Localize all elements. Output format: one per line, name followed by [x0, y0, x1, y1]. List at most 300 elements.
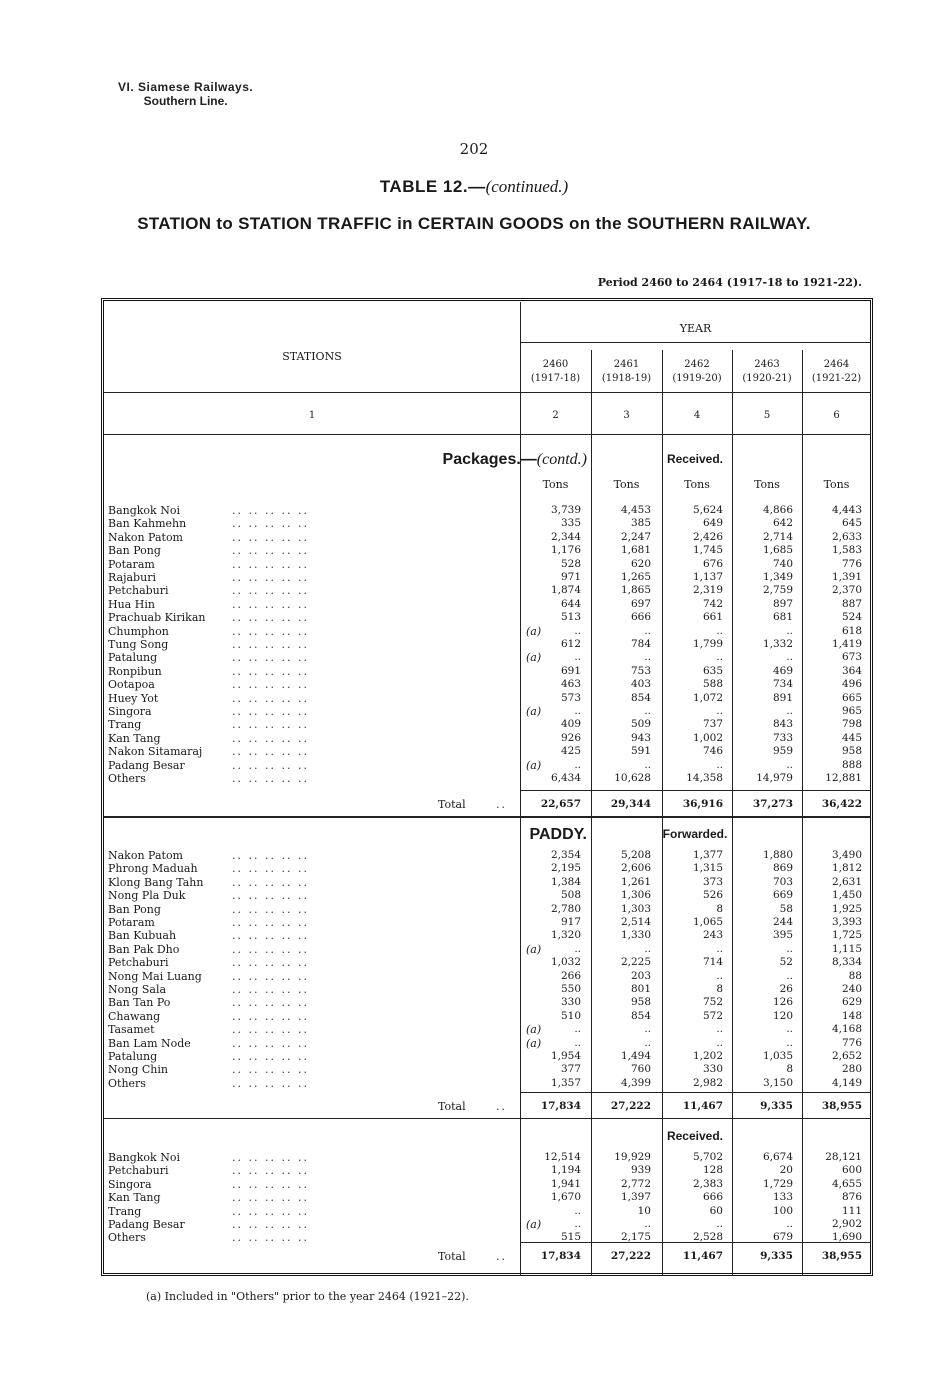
station-name: Nakon Patom	[108, 530, 183, 544]
section-subheading: Received.	[666, 1129, 724, 1143]
year-ad-label: (1920-21)	[742, 373, 792, 384]
total-rule	[520, 1242, 871, 1243]
data-cell: 1,685	[762, 544, 793, 557]
data-cell: ..	[786, 758, 793, 771]
data-cell: 1,880	[762, 849, 793, 861]
data-cell: ..	[644, 705, 651, 717]
total-cell: 38,955	[821, 1100, 862, 1112]
data-cell: 425	[560, 745, 581, 758]
data-cell: 714	[702, 956, 723, 969]
data-cell: 2,426	[692, 530, 723, 543]
data-cell: 573	[560, 691, 581, 704]
data-cell: ..	[786, 624, 793, 637]
data-cell: 3,739	[550, 504, 581, 516]
data-cell: 1,072	[692, 691, 723, 704]
data-cell: 377	[560, 1063, 581, 1076]
data-cell: 1,450	[831, 889, 862, 902]
station-name: Nong Chin	[108, 1063, 168, 1077]
footnote-marker: (a)	[526, 624, 542, 638]
data-cell: 6,674	[762, 1151, 793, 1163]
station-name: Petchaburi	[108, 584, 169, 598]
data-cell: 52	[779, 956, 793, 969]
station-name: Huey Yot	[108, 691, 159, 705]
leader-dots: .. .. .. .. ..	[232, 624, 309, 638]
data-cell: 1,384	[550, 875, 581, 888]
data-cell: ..	[644, 1023, 651, 1036]
total-cell: 27,222	[610, 1100, 651, 1112]
data-cell: 1,725	[831, 929, 862, 942]
data-cell: 897	[772, 597, 793, 610]
data-cell: ..	[644, 624, 651, 637]
data-cell: ..	[786, 705, 793, 717]
data-cell: ..	[716, 758, 723, 771]
data-cell: ..	[786, 1023, 793, 1036]
leader-dots: .. .. .. .. ..	[232, 862, 309, 876]
leader-dots: .. .. .. .. ..	[232, 664, 309, 678]
data-cell: 5,624	[692, 504, 723, 516]
station-name: Singora	[108, 705, 152, 718]
unit-label: Tons	[754, 478, 780, 491]
data-cell: ..	[574, 942, 581, 955]
data-cell: 126	[772, 996, 793, 1009]
leader-dots: .. .. .. .. ..	[232, 638, 309, 651]
station-name: Patalung	[108, 1050, 158, 1063]
total-cell: 29,344	[610, 798, 651, 810]
data-cell: 958	[841, 745, 862, 758]
unit-label: Tons	[823, 478, 850, 491]
data-cell: 1,032	[550, 956, 581, 969]
data-cell: 2,982	[692, 1076, 723, 1089]
station-name: Patalung	[108, 651, 158, 665]
data-cell: 4,443	[831, 504, 862, 516]
data-cell: 600	[841, 1164, 862, 1177]
data-cell: 526	[702, 889, 723, 902]
data-cell: 958	[630, 996, 651, 1009]
data-cell: 645	[841, 517, 862, 530]
data-cell: 100	[772, 1204, 793, 1217]
data-cell: 888	[841, 758, 862, 771]
data-cell: 509	[630, 718, 651, 731]
column-number: 1	[308, 410, 316, 421]
data-cell: 2,772	[620, 1177, 651, 1190]
data-cell: 445	[841, 731, 862, 744]
data-cell: 10	[637, 1204, 651, 1217]
data-cell: 2,714	[762, 530, 793, 543]
total-rule	[520, 1092, 871, 1093]
station-name: Trang	[108, 718, 142, 732]
data-cell: ..	[786, 969, 793, 982]
station-name: Klong Bang Tahn	[108, 875, 204, 889]
data-cell: 1,391	[831, 571, 862, 583]
total-cell: 27,222	[610, 1250, 651, 1262]
leader-dots: .. .. .. .. ..	[232, 902, 309, 916]
period-caption: Period 2460 to 2464 (1917-18 to 1921-22).	[597, 276, 862, 289]
data-cell: 801	[630, 983, 651, 995]
footnote-marker: (a)	[526, 1023, 542, 1037]
data-cell: 939	[630, 1164, 651, 1177]
data-cell: 463	[560, 678, 581, 691]
data-cell: 1,265	[620, 571, 651, 583]
year-label: 2460	[542, 359, 569, 370]
data-cell: ..	[786, 651, 793, 664]
leader-dots: .. .. .. .. ..	[232, 1151, 309, 1164]
station-name: Nong Sala	[108, 983, 167, 996]
data-cell: 679	[772, 1231, 793, 1244]
header-tag	[118, 80, 253, 108]
total-cell: 9,335	[760, 1250, 793, 1262]
data-cell: 1,303	[620, 902, 651, 915]
data-cell: 776	[841, 1036, 862, 1049]
station-name: Tasamet	[108, 1023, 155, 1037]
data-cell: 403	[630, 678, 651, 691]
data-cell: 1,330	[620, 929, 651, 942]
data-cell: 3,490	[831, 849, 862, 861]
data-cell: 1,115	[831, 942, 862, 955]
data-cell: 965	[841, 705, 862, 717]
data-cell: 2,902	[831, 1218, 862, 1230]
leader-dots: .. .. .. .. ..	[232, 745, 309, 759]
data-cell: 409	[560, 718, 581, 731]
data-cell: 760	[630, 1063, 651, 1076]
data-cell: 2,631	[831, 875, 862, 888]
station-name: Nakon Sitamaraj	[108, 745, 203, 759]
station-name: Chumphon	[108, 624, 169, 638]
data-cell: 373	[702, 875, 723, 888]
station-name: Ronpibun	[108, 664, 162, 678]
leader-dots: .. .. .. .. ..	[232, 969, 309, 983]
leader-dots: .. .. .. .. ..	[232, 849, 309, 862]
data-cell: ..	[574, 624, 581, 637]
data-cell: 2,344	[550, 530, 581, 543]
table-title	[0, 177, 948, 197]
data-cell: 2,370	[831, 584, 862, 597]
section-rule	[104, 1118, 871, 1119]
leader-dots: .. .. .. .. ..	[232, 530, 309, 544]
leader-dots: .. .. .. .. ..	[232, 584, 309, 598]
data-cell: 1,315	[692, 862, 723, 875]
data-cell: 3,150	[762, 1076, 793, 1089]
data-cell: 330	[560, 996, 581, 1009]
leader-dots: .. .. .. .. ..	[232, 1023, 309, 1037]
data-cell: 887	[841, 597, 862, 610]
data-cell: 843	[772, 718, 793, 731]
station-name: Ban Lam Node	[108, 1036, 191, 1050]
data-cell: 2,383	[692, 1177, 723, 1190]
footnote: (a) Included in "Others" prior to the year 2464 (1921–22).	[146, 1290, 469, 1303]
footnote-marker: (a)	[526, 942, 542, 956]
data-cell: 203	[630, 969, 651, 982]
leader-dots: .. .. .. .. ..	[232, 1204, 309, 1218]
data-cell: 752	[702, 996, 723, 1009]
total-rule	[520, 790, 871, 791]
section-heading-text: Packages.—	[442, 451, 537, 468]
leader-dots: .. .. .. .. ..	[232, 758, 309, 772]
column-number: 3	[623, 410, 630, 421]
data-cell: 2,247	[620, 530, 651, 543]
data-cell: ..	[716, 624, 723, 637]
data-cell: 3,393	[831, 916, 862, 928]
data-cell: 4,655	[831, 1177, 862, 1190]
leader-dots: .. .. .. .. ..	[232, 1231, 309, 1245]
total-label: Total	[438, 798, 466, 811]
header-rule	[104, 392, 871, 393]
data-cell: 926	[560, 731, 581, 744]
total-dots: ..	[496, 798, 507, 811]
leader-dots: .. .. .. .. ..	[232, 1050, 309, 1063]
year-ad-label: (1918-19)	[601, 373, 652, 384]
column-number: 6	[833, 410, 840, 421]
leader-dots: .. .. .. .. ..	[232, 517, 309, 531]
data-cell: 1,954	[550, 1050, 581, 1062]
data-cell: 1,729	[762, 1177, 793, 1190]
year-ad-label: (1917-18)	[530, 373, 581, 384]
stations-column-rule	[520, 302, 521, 1276]
total-dots: ..	[496, 1250, 507, 1263]
total-cell: 36,916	[682, 798, 723, 810]
data-cell: ..	[786, 1218, 793, 1230]
header-tag-line1: VI. Siamese Railways.	[118, 80, 254, 94]
data-cell: 1,681	[620, 544, 651, 557]
footnote-marker: (a)	[526, 1218, 542, 1231]
station-name: Nong Mai Luang	[108, 969, 202, 983]
data-cell: 2,195	[550, 862, 581, 875]
total-label: Total	[438, 1100, 466, 1113]
data-cell: 2,514	[620, 916, 651, 928]
data-cell: 1,865	[620, 584, 651, 597]
data-cell: ..	[716, 969, 723, 982]
leader-dots: .. .. .. .. ..	[232, 611, 309, 625]
data-cell: 635	[702, 664, 723, 677]
leader-dots: .. .. .. .. ..	[232, 718, 309, 732]
column-number: 5	[763, 410, 771, 421]
data-cell: 1,035	[762, 1050, 793, 1062]
leader-dots: .. .. .. .. ..	[232, 544, 309, 558]
data-cell: 5,208	[620, 849, 651, 861]
data-cell: 1,745	[692, 544, 723, 557]
leader-dots: .. .. .. .. ..	[232, 1036, 309, 1050]
total-cell: 11,467	[682, 1100, 723, 1112]
leader-dots: .. .. .. .. ..	[232, 996, 309, 1010]
data-cell: 508	[560, 889, 581, 902]
data-cell: 737	[702, 718, 723, 731]
data-cell: 2,225	[620, 956, 651, 969]
data-cell: 854	[630, 1009, 651, 1022]
data-cell: 733	[772, 731, 793, 744]
data-cell: 2,633	[831, 530, 862, 543]
data-cell: 740	[772, 557, 793, 570]
year-label: 2464	[823, 359, 850, 370]
data-cell: 2,528	[692, 1231, 723, 1244]
data-cell: 798	[841, 718, 862, 731]
total-cell: 17,834	[540, 1100, 581, 1112]
data-cell: 1,320	[550, 929, 581, 942]
data-cell: 364	[841, 664, 862, 677]
data-cell: 395	[772, 929, 793, 942]
data-cell: 528	[560, 557, 581, 570]
column-number: 4	[693, 410, 701, 421]
header-tag-line2: Southern Line.	[143, 94, 228, 108]
leader-dots: .. .. .. .. ..	[232, 942, 309, 956]
data-cell: 1,261	[620, 875, 651, 888]
section-subheading: Received.	[666, 452, 724, 466]
data-cell: 642	[772, 517, 793, 530]
data-cell: 753	[630, 664, 651, 677]
leader-dots: .. .. .. .. ..	[232, 929, 309, 943]
station-name: Nakon Patom	[108, 849, 183, 862]
data-cell: ..	[644, 942, 651, 955]
data-cell: 524	[841, 611, 862, 624]
data-cell: 1,377	[692, 849, 723, 861]
year-label: 2463	[754, 359, 780, 370]
leader-dots: .. .. .. .. ..	[232, 772, 309, 785]
data-cell: ..	[644, 1036, 651, 1049]
data-cell: ..	[574, 1204, 581, 1217]
station-name: Ban Pak Dho	[108, 942, 180, 956]
data-cell: 1,349	[762, 571, 793, 583]
data-cell: 244	[772, 916, 793, 928]
station-name: Nong Pla Duk	[108, 889, 186, 903]
data-cell: ..	[574, 705, 581, 717]
total-cell: 38,955	[821, 1250, 862, 1262]
data-cell: 665	[841, 691, 862, 704]
data-cell: 629	[841, 996, 862, 1009]
table-title-label: TABLE 12.—	[379, 177, 486, 196]
data-cell: ..	[574, 758, 581, 771]
section-rule	[104, 816, 871, 818]
data-cell: 111	[841, 1204, 862, 1217]
leader-dots: .. .. .. .. ..	[232, 504, 309, 517]
data-cell: 666	[702, 1191, 723, 1204]
data-cell: 620	[630, 557, 651, 570]
section-heading-note: (contd.)	[536, 451, 587, 468]
data-cell: ..	[716, 1036, 723, 1049]
leader-dots: .. .. .. .. ..	[232, 1177, 309, 1191]
data-cell: ..	[786, 1036, 793, 1049]
data-cell: 1,494	[620, 1050, 651, 1062]
section-heading-text: PADDY.	[529, 826, 587, 843]
main-title: STATION to STATION TRAFFIC in CERTAIN GOODS on the SOUTHERN RAILWAY.	[137, 214, 811, 233]
data-cell: 612	[560, 638, 581, 650]
data-cell: 14,979	[756, 772, 793, 784]
station-name: Potaram	[108, 557, 155, 571]
header-bottom-rule	[104, 434, 871, 435]
data-cell: 4,149	[831, 1076, 862, 1089]
section-subheading: Forwarded.	[662, 827, 728, 841]
data-cell: 1,799	[692, 638, 723, 650]
data-cell: 1,194	[550, 1164, 581, 1177]
data-cell: ..	[716, 942, 723, 955]
data-cell: 8	[716, 902, 723, 915]
data-cell: 891	[772, 691, 793, 704]
data-cell: ..	[644, 1218, 651, 1230]
data-cell: 128	[702, 1164, 723, 1177]
data-cell: 746	[702, 745, 723, 758]
year-label: 2462	[684, 359, 710, 370]
station-name: Bangkok Noi	[108, 1151, 180, 1164]
data-cell: 1,941	[550, 1177, 581, 1190]
data-cell: 28,121	[825, 1151, 862, 1163]
data-cell: 2,606	[620, 862, 651, 875]
data-cell: 591	[630, 745, 651, 758]
leader-dots: .. .. .. .. ..	[232, 1191, 309, 1205]
station-name: Bangkok Noi	[108, 504, 180, 517]
data-cell: 58	[779, 902, 793, 915]
leader-dots: .. .. .. .. ..	[232, 571, 309, 584]
data-cell: 661	[702, 611, 723, 624]
data-cell: ..	[574, 651, 581, 664]
data-cell: 742	[702, 597, 723, 610]
data-cell: 19,929	[614, 1151, 651, 1163]
total-dots: ..	[496, 1100, 507, 1113]
data-cell: 4,453	[620, 504, 651, 516]
data-cell: 876	[841, 1191, 862, 1204]
data-cell: 60	[709, 1204, 723, 1217]
unit-label: Tons	[613, 478, 640, 491]
station-name: Padang Besar	[108, 1218, 185, 1231]
unit-label: Tons	[684, 478, 710, 491]
total-label: Total	[438, 1250, 466, 1263]
data-cell: ..	[786, 942, 793, 955]
total-cell: 9,335	[760, 1100, 793, 1112]
leader-dots: .. .. .. .. ..	[232, 1076, 309, 1090]
leader-dots: .. .. .. .. ..	[232, 1218, 309, 1231]
total-cell: 37,273	[752, 798, 793, 810]
data-cell: 88	[848, 969, 862, 982]
leader-dots: .. .. .. .. ..	[232, 1009, 309, 1023]
footnote-marker: (a)	[526, 758, 542, 772]
data-cell: 550	[560, 983, 581, 995]
section-heading	[300, 451, 587, 469]
data-cell: 10,628	[614, 772, 651, 784]
section-heading	[300, 826, 587, 844]
data-cell: 1,176	[550, 544, 581, 557]
data-cell: 644	[560, 597, 581, 610]
data-cell: 2,354	[550, 849, 581, 861]
station-name: Others	[108, 1076, 146, 1090]
footnote-marker: (a)	[526, 1036, 542, 1050]
data-cell: 26	[779, 983, 793, 995]
data-cell: 266	[560, 969, 581, 982]
leader-dots: .. .. .. .. ..	[232, 1063, 309, 1077]
data-cell: 515	[560, 1231, 581, 1244]
data-cell: 330	[702, 1063, 723, 1076]
leader-dots: .. .. .. .. ..	[232, 956, 309, 970]
station-name: Tung Song	[108, 638, 169, 651]
station-name: Petchaburi	[108, 1164, 169, 1178]
data-cell: 243	[702, 929, 723, 942]
station-name: Ban Pong	[108, 544, 161, 558]
stations-header: STATIONS	[282, 350, 342, 363]
station-name: Kan Tang	[108, 731, 161, 745]
data-cell: ..	[644, 758, 651, 771]
station-name: Singora	[108, 1177, 152, 1191]
station-name: Phrong Maduah	[108, 862, 198, 876]
station-name: Chawang	[108, 1009, 161, 1023]
data-cell: 4,168	[831, 1023, 862, 1036]
data-cell: 776	[841, 557, 862, 570]
leader-dots: .. .. .. .. ..	[232, 557, 309, 571]
station-name: Hua Hin	[108, 597, 155, 611]
data-cell: 572	[702, 1009, 723, 1022]
data-cell: 1,357	[550, 1076, 581, 1089]
year-rule	[520, 342, 871, 343]
leader-dots: .. .. .. .. ..	[232, 889, 309, 903]
data-cell: 588	[702, 678, 723, 691]
data-cell: 1,874	[550, 584, 581, 597]
year-ad-label: (1921-22)	[811, 373, 862, 384]
data-cell: 120	[772, 1009, 793, 1022]
data-cell: 703	[772, 875, 793, 888]
